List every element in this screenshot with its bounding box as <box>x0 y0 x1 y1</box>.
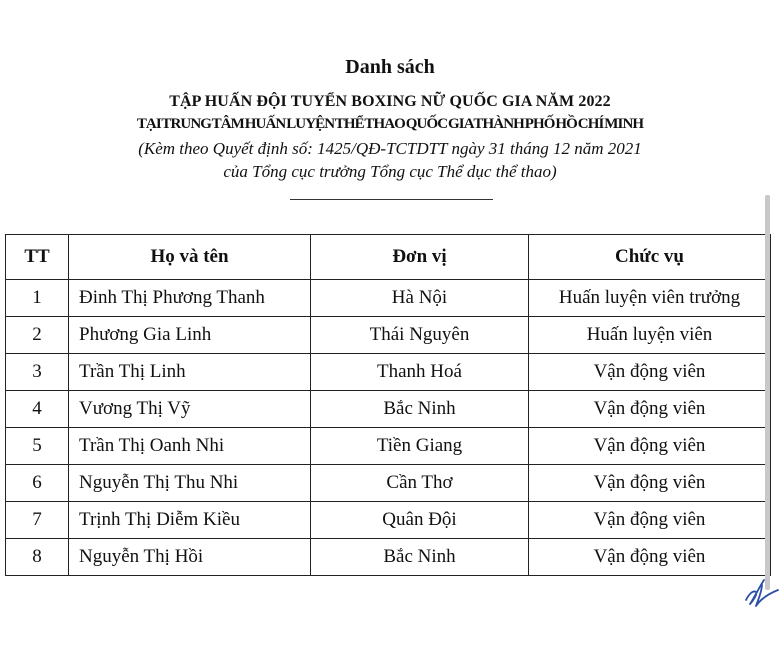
table-row <box>6 391 771 428</box>
issuer-line: của Tổng cục trưởng Tổng cục Thể dục thể thao) <box>223 162 557 181</box>
decision-year: năm 2021 <box>570 139 642 158</box>
cell-unit: Cần Thơ <box>311 465 529 502</box>
table-row <box>6 465 771 502</box>
cell-name: Vương Thị Vỹ <box>69 391 311 428</box>
subtitle-line-1: TẬP HUẤN ĐỘI TUYỂN BOXING NỮ QUỐC GIA NĂM 2022 <box>169 93 611 110</box>
column-header-tt: TT <box>6 235 69 280</box>
cell-name: Phương Gia Linh <box>69 317 311 354</box>
roster-table <box>5 234 771 576</box>
cell-tt: 7 <box>6 502 69 539</box>
cell-unit: Bắc Ninh <box>311 391 529 428</box>
cell-role: Vận động viên <box>529 465 771 502</box>
cell-tt: 8 <box>6 539 69 576</box>
table-row <box>6 502 771 539</box>
cell-unit: Bắc Ninh <box>311 539 529 576</box>
cell-role: Vận động viên <box>529 354 771 391</box>
document-title: Danh sách <box>345 56 435 78</box>
decision-day: 31 <box>488 139 506 158</box>
divider <box>290 199 493 200</box>
cell-tt: 1 <box>6 280 69 317</box>
cell-role: Vận động viên <box>529 502 771 539</box>
table-row <box>6 428 771 465</box>
decision-number: 1425 <box>317 139 352 158</box>
cell-tt: 2 <box>6 317 69 354</box>
cell-role: Vận động viên <box>529 428 771 465</box>
cell-role: Vận động viên <box>529 391 771 428</box>
cell-role: Huấn luyện viên <box>529 317 771 354</box>
cell-name: Trịnh Thị Diễm Kiều <box>69 502 311 539</box>
cell-role: Vận động viên <box>529 539 771 576</box>
cell-tt: 6 <box>6 465 69 502</box>
table-row <box>6 280 771 317</box>
subtitle-line-2: TẠI TRUNG TÂM HUẤN LUYỆN THỂ THAO QUỐC GIA THÀNH PHỐ HỒ CHÍ MINH <box>136 116 644 132</box>
page-edge-bar <box>765 195 770 590</box>
cell-unit: Quân Đội <box>311 502 529 539</box>
cell-name: Nguyễn Thị Hồi <box>69 539 311 576</box>
decision-reference <box>0 139 780 159</box>
column-header-unit: Đơn vị <box>311 235 529 280</box>
cell-unit: Hà Nội <box>311 280 529 317</box>
cell-name: Nguyễn Thị Thu Nhi <box>69 465 311 502</box>
cell-name: Đinh Thị Phương Thanh <box>69 280 311 317</box>
signature-mark <box>740 572 780 612</box>
cell-name: Trần Thị Linh <box>69 354 311 391</box>
column-header-role: Chức vụ <box>529 235 771 280</box>
cell-tt: 4 <box>6 391 69 428</box>
cell-unit: Tiền Giang <box>311 428 529 465</box>
cell-tt: 3 <box>6 354 69 391</box>
decision-month-word: tháng <box>505 139 553 158</box>
cell-unit: Thái Nguyên <box>311 317 529 354</box>
table-row <box>6 317 771 354</box>
column-header-name: Họ và tên <box>69 235 311 280</box>
decision-code: /QĐ-TCTDTT ngày <box>351 139 489 158</box>
table-row <box>6 354 771 391</box>
cell-unit: Thanh Hoá <box>311 354 529 391</box>
table-row <box>6 539 771 576</box>
decision-month: 12 <box>553 139 570 158</box>
cell-tt: 5 <box>6 428 69 465</box>
table-header-row <box>6 235 771 280</box>
decision-prefix: (Kèm theo Quyết định số: <box>138 139 318 158</box>
cell-name: Trần Thị Oanh Nhi <box>69 428 311 465</box>
cell-role: Huấn luyện viên trưởng <box>529 280 771 317</box>
